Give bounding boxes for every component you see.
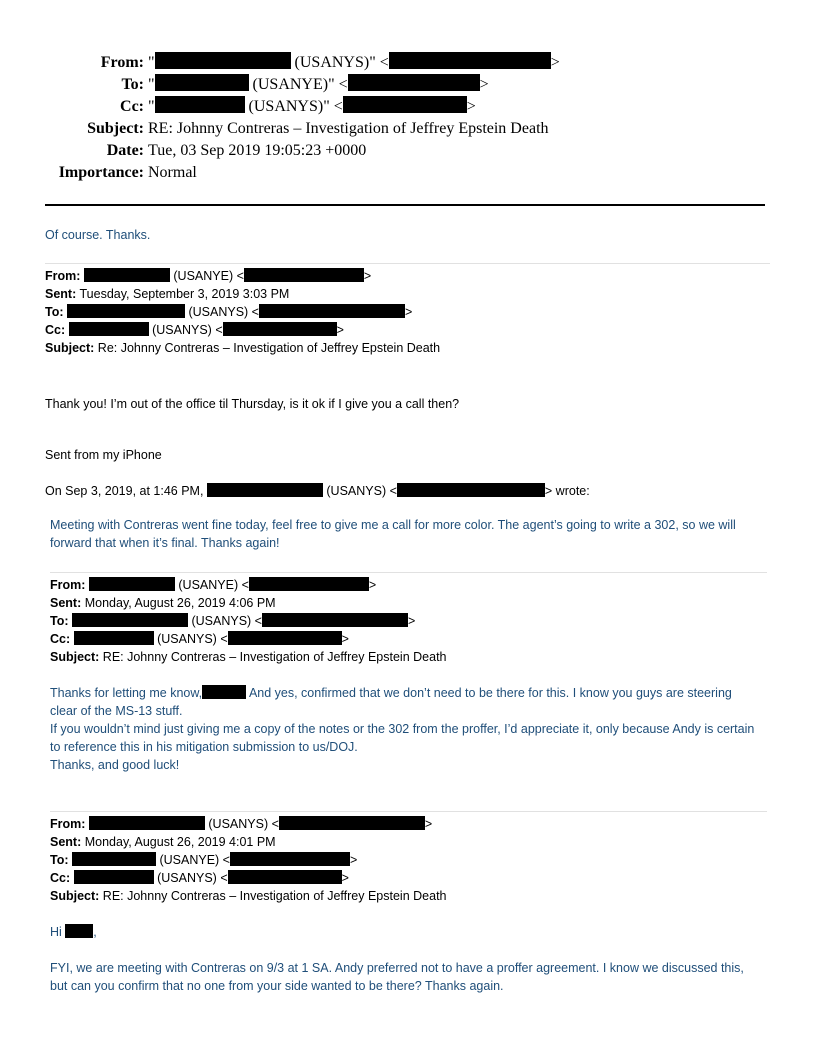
msg1-wrote-suffix: > wrote:: [544, 484, 590, 498]
msg2-body-para1: [50, 684, 762, 720]
angle-close: >: [479, 76, 489, 93]
msg2-from-org: (USANYE) <: [174, 578, 249, 592]
header-to-row: [0, 74, 760, 96]
redaction-box: [279, 816, 425, 830]
msg2-subject-row: [50, 648, 447, 666]
angle-close: >: [424, 817, 433, 831]
redaction-box: [89, 816, 205, 830]
msg3-headers: [50, 815, 447, 905]
redaction-box: [259, 304, 405, 318]
angle-close: >: [550, 54, 560, 71]
msg3-cc-org: (USANYS) <: [153, 871, 228, 885]
msg2-from-row: [50, 576, 447, 594]
msg3-from-row: [50, 815, 447, 833]
msg2-headers: [50, 576, 447, 666]
angle-close: >: [349, 853, 358, 867]
msg1-wrote-date: On Sep 3, 2019, at 1:46 PM,: [45, 484, 207, 498]
message-divider: [45, 263, 770, 264]
msg2-body-start: Thanks for letting me know,: [50, 686, 203, 700]
angle-close: >: [341, 871, 349, 885]
header-from-org: (USANYS)" <: [290, 54, 389, 71]
redaction-box: [207, 483, 323, 497]
msg3-sent-row: [50, 833, 447, 851]
header-importance-row: [0, 162, 760, 184]
header-from-row: [0, 52, 760, 74]
msg3-subject-row: [50, 887, 447, 905]
msg3-sent-label: Sent:: [50, 835, 82, 849]
header-date-label: Date:: [106, 142, 144, 159]
header-from-label: From:: [100, 54, 144, 71]
redaction-box: [397, 483, 545, 497]
redaction-box: [343, 96, 467, 113]
redaction-box: [155, 74, 249, 91]
msg3-from-org: (USANYS) <: [204, 817, 279, 831]
msg1-from-label: From:: [45, 269, 81, 283]
header-date: Tue, 03 Sep 2019 19:05:23 +0000: [148, 142, 367, 159]
msg1-wrote-org: (USANYS) <: [322, 484, 397, 498]
msg2-to-row: [50, 612, 447, 630]
msg2-subject-label: Subject:: [50, 650, 100, 664]
redaction-box: [72, 852, 156, 866]
msg3-greeting-comma: ,: [93, 925, 97, 939]
msg1-subject-row: [45, 339, 440, 357]
header-to-label: To:: [121, 76, 144, 93]
quote-mark: ": [148, 76, 155, 93]
redaction-box: [72, 613, 188, 627]
redaction-box: [67, 304, 185, 318]
msg2-body-rest: And yes, confirmed that we don’t need to be there for this. I know you guys are steering clear of the MS-13 stuff.: [50, 686, 732, 718]
msg2-body: [50, 684, 762, 774]
msg3-greeting-hi: Hi: [50, 925, 66, 939]
header-cc-row: [0, 96, 760, 118]
msg2-body-para2: If you wouldn’t mind just giving me a copy of the notes or the 302 from the proffer, I’d appreciate it, only because Andy is certain to reference this in his mitigation submission to us/DOJ.: [50, 722, 755, 754]
redaction-box: [202, 685, 246, 699]
msg3-to-org: (USANYE) <: [156, 853, 230, 867]
msg3-subject: RE: Johnny Contreras – Investigation of Jeffrey Epstein Death: [99, 889, 447, 903]
msg3-body: FYI, we are meeting with Contreras on 9/3 at 1 SA. Andy preferred not to have a proffer agreement. I know we discussed this, but can you confirm that no one from your side wanted to be there? Thanks again.: [50, 961, 744, 993]
msg2-sent: Monday, August 26, 2019 4:06 PM: [81, 596, 276, 610]
redaction-box: [230, 852, 350, 866]
msg3-subject-label: Subject:: [50, 889, 100, 903]
redaction-box: [74, 870, 154, 884]
angle-close: >: [336, 323, 344, 337]
msg3-from-label: From:: [50, 817, 86, 831]
angle-close: >: [466, 98, 476, 115]
msg2-to-org: (USANYS) <: [188, 614, 262, 628]
msg1-from-org: (USANYE) <: [169, 269, 244, 283]
redaction-box: [228, 631, 342, 645]
redaction-box: [348, 74, 480, 91]
msg1-wrote-line: [45, 482, 590, 500]
msg1-sent: Tuesday, September 3, 2019 3:03 PM: [76, 287, 290, 301]
msg1-cc-label: Cc:: [45, 323, 66, 337]
msg1-headers: [45, 267, 440, 357]
msg1-subject-label: Subject:: [45, 341, 95, 355]
header-subject-row: [0, 118, 760, 140]
redaction-box: [389, 52, 551, 69]
header-date-row: [0, 140, 760, 162]
redaction-box: [74, 631, 154, 645]
angle-close: >: [407, 614, 416, 628]
msg1-subject: Re: Johnny Contreras – Investigation of Jeffrey Epstein Death: [94, 341, 441, 355]
msg3-cc-row: [50, 869, 447, 887]
quote1-text: Meeting with Contreras went fine today, feel free to give me a call for more color. The agent’s going to write a 302, so we will forward that when it’s final. Thanks again!: [50, 518, 736, 550]
header-importance: Normal: [148, 164, 197, 181]
angle-close: >: [363, 269, 372, 283]
msg2-cc-label: Cc:: [50, 632, 71, 646]
msg2-cc-org: (USANYS) <: [153, 632, 228, 646]
redaction-box: [89, 577, 175, 591]
header-subject: RE: Johnny Contreras – Investigation of Jeffrey Epstein Death: [148, 120, 549, 137]
angle-close: >: [368, 578, 377, 592]
msg3-greeting: [50, 923, 97, 941]
msg1-to-label: To:: [45, 305, 64, 319]
msg2-sent-label: Sent:: [50, 596, 82, 610]
header-divider: [45, 204, 765, 206]
msg1-cc-org: (USANYS) <: [148, 323, 223, 337]
msg2-from-label: From:: [50, 578, 86, 592]
msg3-to-row: [50, 851, 447, 869]
header-to-org: (USANYE)" <: [248, 76, 348, 93]
redaction-box: [244, 268, 364, 282]
msg3-sent: Monday, August 26, 2019 4:01 PM: [81, 835, 276, 849]
msg1-to-org: (USANYS) <: [185, 305, 259, 319]
redaction-box: [65, 924, 93, 938]
quote-mark: ": [148, 98, 155, 115]
msg3-cc-label: Cc:: [50, 871, 71, 885]
redaction-box: [262, 613, 408, 627]
header-importance-label: Importance:: [58, 164, 144, 181]
header-subject-label: Subject:: [87, 120, 144, 137]
msg1-to-row: [45, 303, 440, 321]
angle-close: >: [404, 305, 413, 319]
reply-text: Of course. Thanks.: [45, 228, 151, 242]
message-divider: [50, 811, 767, 812]
redaction-box: [249, 577, 369, 591]
msg1-cc-row: [45, 321, 440, 339]
msg2-cc-row: [50, 630, 447, 648]
msg1-sent-row: [45, 285, 440, 303]
msg2-subject: RE: Johnny Contreras – Investigation of Jeffrey Epstein Death: [99, 650, 447, 664]
angle-close: >: [341, 632, 349, 646]
msg2-sent-row: [50, 594, 447, 612]
msg1-from-row: [45, 267, 440, 285]
header-cc-label: Cc:: [120, 98, 144, 115]
redaction-box: [223, 322, 337, 336]
redaction-box: [155, 96, 245, 113]
redaction-box: [69, 322, 149, 336]
header-cc-org: (USANYS)" <: [244, 98, 343, 115]
msg1-sent-label: Sent:: [45, 287, 77, 301]
msg2-body-para3: Thanks, and good luck!: [50, 758, 180, 772]
redaction-box: [84, 268, 170, 282]
redaction-box: [228, 870, 342, 884]
quote-mark: ": [148, 54, 155, 71]
msg1-body: Thank you! I’m out of the office til Thursday, is it ok if I give you a call then?: [45, 397, 460, 411]
redaction-box: [155, 52, 291, 69]
message-divider: [50, 572, 767, 573]
msg2-to-label: To:: [50, 614, 69, 628]
msg1-signature: Sent from my iPhone: [45, 448, 162, 462]
msg3-to-label: To:: [50, 853, 69, 867]
